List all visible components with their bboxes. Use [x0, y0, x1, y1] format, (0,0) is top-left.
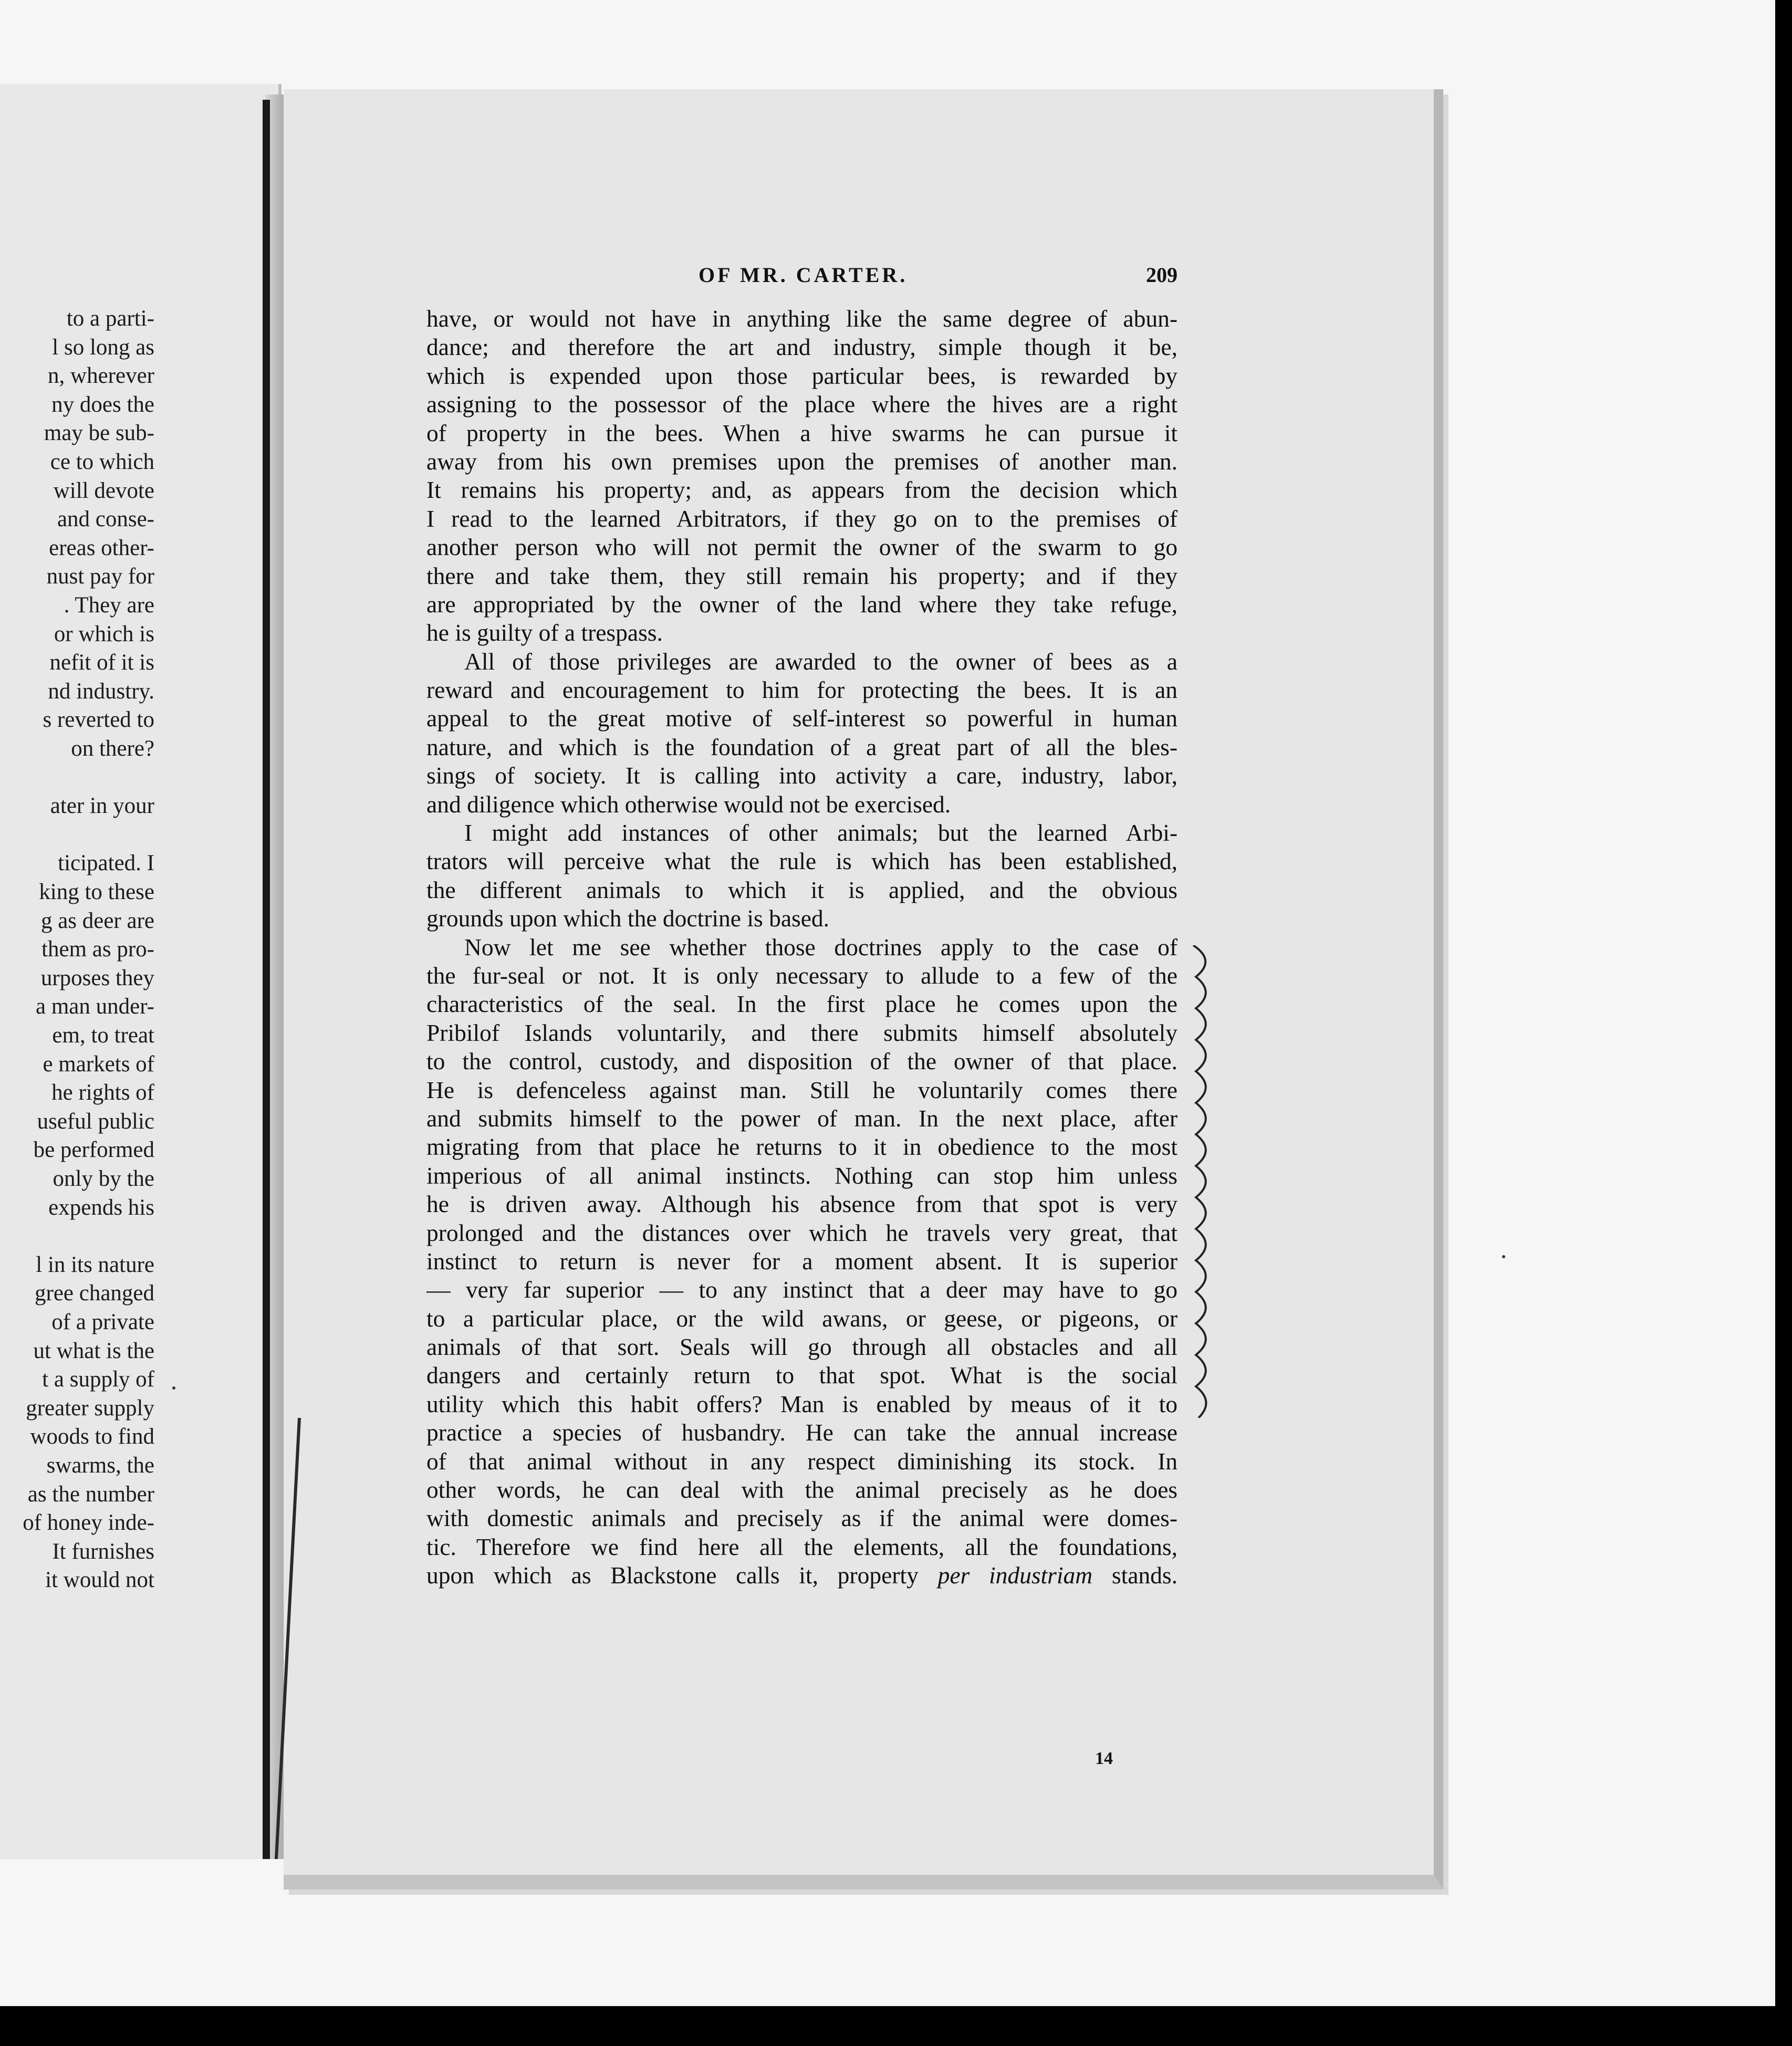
body-line: sings of society. It is calling into activity a care, industry, labor, — [426, 762, 1178, 789]
body-line: grounds upon which the doctrine is based. — [426, 905, 830, 932]
body-line: away from his own premises upon the premises of another man. — [426, 447, 1178, 475]
facing-page-line: ticipated. I — [58, 851, 154, 876]
body-line: he is driven away. Although his absence from that spot is very — [426, 1191, 1178, 1218]
facing-page-line: it would not — [45, 1568, 154, 1593]
facing-page-line: It furnishes — [52, 1539, 154, 1564]
body-line: there and take them, they still remain his property; and if they — [426, 562, 1178, 589]
facing-page-line: a man under- — [36, 994, 154, 1019]
facing-page-line: he rights of — [51, 1080, 154, 1105]
body-line: instinct to return is never for a moment absent. It is superior — [426, 1247, 1178, 1275]
final-line-before: upon which as Blackstone calls it, property — [426, 1562, 938, 1589]
facing-page-line: and conse- — [57, 507, 154, 532]
facing-page-line: ater in your — [50, 794, 154, 819]
facing-page-line: of honey inde- — [23, 1510, 154, 1536]
facing-page-line: on there? — [71, 736, 154, 761]
scan-border-bottom — [0, 2006, 1792, 2046]
final-line-after: stands. — [1092, 1562, 1178, 1589]
body-line: with domestic animals and precisely as if the animal were domes- — [426, 1505, 1178, 1532]
body-line: utility which this habit offers? Man is enabled by meaus of it to — [426, 1390, 1178, 1417]
facing-page-line: e markets of — [43, 1051, 154, 1077]
body-line: other words, he can deal with the animal precisely as he does — [426, 1476, 1178, 1504]
final-line-italic: per industriam — [937, 1562, 1093, 1589]
facing-page-line: ut what is the — [33, 1338, 154, 1363]
facing-page-line: ereas other- — [49, 535, 154, 560]
dust-speck — [1502, 1255, 1505, 1258]
body-line: trators will perceive what the rule is which has been established, — [426, 848, 1178, 875]
body-line: migrating from that place he returns to it in obedience to the most — [426, 1133, 1178, 1161]
facing-page-line: urposes they — [40, 965, 154, 990]
body-line-final — [426, 1561, 1178, 1590]
facing-page-line: l so long as — [52, 335, 154, 360]
facing-page-line: s reverted to — [43, 707, 154, 733]
facing-page-line: n, wherever — [48, 363, 154, 389]
facing-page-line: g as deer are — [40, 908, 154, 933]
body-line: have, or would not have in anything like the same degree of abun- — [426, 305, 1178, 332]
body-line: are appropriated by the owner of the land where they take refuge, — [426, 590, 1178, 618]
body-line: to the control, custody, and disposition of the owner of that place. — [426, 1048, 1178, 1075]
facing-page-line: be performed — [33, 1137, 154, 1163]
body-line: assigning to the possessor of the place where the hives are a right — [426, 391, 1178, 418]
facing-page-line: t a supply of — [42, 1367, 154, 1392]
facing-page-line: of a private — [51, 1310, 154, 1334]
gutter-line — [263, 100, 270, 1859]
body-line: I read to the learned Arbitrators, if they go on to the premises of — [426, 505, 1178, 532]
body-line: — very far superior — to any instinct that a deer may have to go — [426, 1276, 1178, 1303]
body-line: of property in the bees. When a hive swarms he can pursue it — [426, 419, 1178, 446]
facing-page-line: nd industry. — [48, 678, 154, 704]
running-head: OF MR. CARTER. — [699, 263, 908, 287]
body-line: animals of that sort. Seals will go through all obstacles and all — [426, 1333, 1178, 1361]
body-line: reward and encouragement to him for protecting the bees. It is an — [426, 676, 1178, 704]
signature-mark: 14 — [1095, 1749, 1113, 1768]
body-line: which is expended upon those particular bees, is rewarded by — [426, 362, 1178, 389]
facing-page-line: gree changed — [35, 1281, 154, 1306]
body-line: Pribilof Islands voluntarily, and there submits himself absolutely — [426, 1019, 1178, 1046]
facing-page-line: woods to find — [30, 1424, 154, 1449]
body-line: He is defenceless against man. Still he voluntarily comes there — [426, 1076, 1178, 1103]
body-line: characteristics of the seal. In the first place he comes upon the — [426, 990, 1178, 1018]
facing-page-line: or which is — [54, 621, 154, 646]
body-text — [426, 305, 1178, 1590]
facing-page-line: ce to which — [50, 450, 154, 474]
facing-page-line: nefit of it is — [49, 650, 154, 675]
facing-page-left — [0, 84, 282, 1859]
facing-page-line: . They are — [64, 593, 154, 618]
facing-page-line: as the number — [27, 1481, 154, 1507]
body-line: All of those privileges are awarded to the owner of bees as a — [464, 648, 1178, 675]
facing-page-line: will devote — [53, 478, 154, 503]
body-line: another person who will not permit the owner of the swarm to go — [426, 534, 1178, 561]
body-line: appeal to the great motive of self-interest so powerful in human — [426, 705, 1178, 732]
facing-page-line: nust pay for — [46, 564, 154, 589]
facing-page-line: useful public — [37, 1109, 154, 1134]
facing-page-line: swarms, the — [46, 1453, 154, 1478]
page-number: 209 — [1146, 263, 1178, 287]
facing-page-line: em, to treat — [52, 1023, 154, 1048]
facing-page-line: king to these — [39, 880, 154, 904]
facing-page-line: only by the — [53, 1166, 154, 1191]
facing-page-line: them as pro- — [41, 937, 154, 962]
facing-page-line: to a parti- — [66, 306, 154, 331]
body-line: and submits himself to the power of man. In the next place, after — [426, 1104, 1178, 1132]
facing-page-line: ny does the — [51, 392, 154, 417]
body-line: he is guilty of a trespass. — [426, 619, 663, 646]
body-line: dangers and certainly return to that spot. What is the social — [426, 1362, 1178, 1389]
body-line: the fur-seal or not. It is only necessary to allude to a few of the — [426, 962, 1178, 989]
body-line: I might add instances of other animals; but the learned Arbi- — [464, 819, 1178, 847]
body-line: to a particular place, or the wild awans, or geese, or pigeons, or — [426, 1304, 1178, 1332]
body-line: nature, and which is the foundation of a great part of all the bles- — [426, 733, 1178, 760]
body-line: tic. Therefore we find here all the elements, all the foundations, — [426, 1533, 1178, 1560]
body-line: It remains his property; and, as appears from the decision which — [426, 476, 1178, 504]
facing-page-line: expends his — [48, 1195, 154, 1220]
body-line: Now let me see whether those doctrines apply to the case of — [464, 933, 1178, 961]
body-line: and diligence which otherwise would not be exercised. — [426, 790, 951, 818]
body-line: dance; and therefore the art and industry, simple though it be, — [426, 333, 1178, 361]
body-line: practice a species of husbandry. He can take the annual increase — [426, 1419, 1178, 1446]
facing-page-line: may be sub- — [44, 421, 154, 446]
body-line: the different animals to which it is applied, and the obvious — [426, 876, 1178, 903]
margin-brace-mark — [1188, 945, 1220, 1418]
facing-page-line: l in its nature — [36, 1252, 154, 1277]
body-line: of that animal without in any respect diminishing its stock. In — [426, 1447, 1178, 1475]
scan-border-right — [1775, 0, 1792, 2046]
body-line: imperious of all animal instincts. Nothing can stop him unless — [426, 1162, 1178, 1189]
body-line: prolonged and the distances over which he travels very great, that — [426, 1219, 1178, 1246]
dust-speck — [172, 1386, 175, 1390]
facing-page-line: greater supply — [26, 1395, 154, 1421]
